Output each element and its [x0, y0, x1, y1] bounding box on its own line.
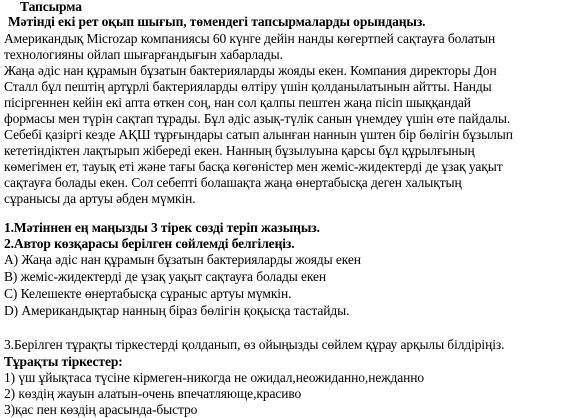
question-2: 2.Автор көзқарасы берілген сөйлемді белгілеңіз. [4, 236, 295, 251]
text-line: формасы мен түрін сақтап тұрады. Бұл әдіс азық-түлік санын үнемдеу үшін өте пайдалы. [4, 111, 511, 126]
text-line: Жаңа әдіс нан құрамын бұзатын бактерияларды жояды екен. Компания директоры Дон [4, 63, 497, 78]
text-line: Себебі қазіргі кезде АҚШ тұрғындары сатып алынған наннын үштен бір бөлігін бұзылып [4, 127, 513, 142]
task-label: Тапсырма [20, 0, 82, 14]
text-line: көмегімен ет, тауық еті және тағы басқа көгөністер мен жеміс-жидектерді де ұзақ уақыт [4, 159, 503, 174]
question-1: 1.Мәтіннен ең маңызды 3 тірек сөзді теріп жазыңыз. [4, 220, 320, 235]
phrases-label: Тұрақты тіркестер: [4, 354, 123, 369]
text-line: Сталл бұл пештің артұрлі бактерияларды өлтіру үшін қолданылатынын айтты. Нанды [4, 79, 492, 94]
text-line: технологияны ойлап шығарғандығын хабарлады. [4, 47, 283, 62]
text-line: сұранысы да артуы әбден мүмкін. [4, 191, 196, 206]
text-line: сақтауға болады екен. Сол себепті болашақта жаңа өнертабысқа деген халықтың [4, 175, 462, 190]
text-line: кететіндіктен лақтырып жібереді екен. Нанның бұзылуына қарсы бұл құрылғының [4, 143, 475, 158]
option-a: A) Жаңа әдіс нан құрамын бұзатын бактерияларды жояды екен [4, 252, 361, 267]
option-d: D) Американдықтар нанның біраз бөлігін қоқысқа тастайды. [4, 303, 350, 318]
phrase-item: 3)қас пен көздің арасында-быстро [4, 402, 198, 417]
text-line: пісіргеннен кейін екі апта өткен соң, нан сол қалпы пештен жаңа пісіп шыққандай [4, 95, 471, 110]
option-b: B) жеміс-жидектерді де ұзақ уақыт сақтауға болады екен [4, 269, 327, 284]
phrase-item: 2) көздің жауын алатын-очень впечатляюще,красиво [4, 386, 302, 401]
phrase-item: 1) үш ұйықтаса түсіне кірмеген-никогда не ожидал,неожиданно,нежданно [4, 370, 425, 385]
text-line: Американдық Microzap компаниясы 60 күнге дейін нанды көгертпей сақтауға болатын [4, 31, 496, 46]
question-3: 3.Берілген тұрақты тіркестерді қолданып, өз ойыңызды сөйлем құрау арқылы білдіріңіз. [4, 337, 505, 352]
option-c: C) Келешекте өнертабысқа сұраныс артуы мүмкін. [4, 286, 292, 301]
task-instruction: Мәтінді екі рет оқып шығып, төмендегі тапсырмаларды орындаңыз. [8, 14, 426, 29]
